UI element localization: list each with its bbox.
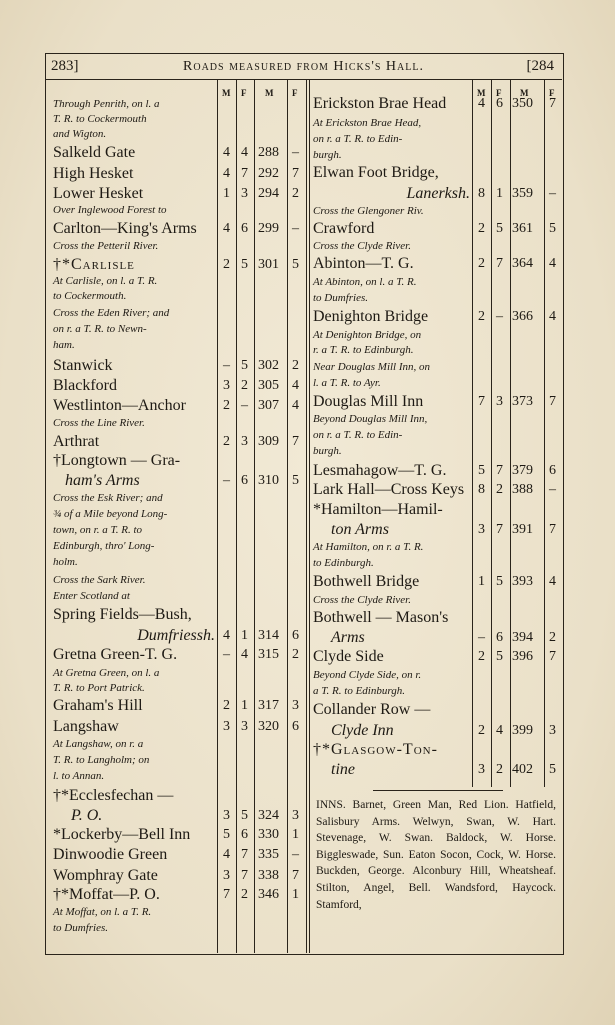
route-note: to Edinburgh. [313, 557, 374, 569]
place-entry: Denighton Bridge [313, 308, 429, 325]
miles-value: 4 [478, 96, 485, 111]
furlongs-value: 5 [496, 574, 503, 589]
total-miles-value: 391 [512, 522, 533, 537]
route-note: At Langshaw, on r. a [53, 738, 144, 750]
miles-value: 2 [223, 434, 230, 449]
place-entry: Blackford [53, 377, 117, 394]
miles-value: 2 [478, 649, 485, 664]
route-note: on r. a T. R. to Edin- [313, 429, 403, 441]
place-entry: Clyde Side [313, 648, 384, 665]
furlongs-value: 2 [241, 378, 248, 393]
col-head-miles: M [222, 88, 231, 98]
place-entry: Crawford [313, 220, 375, 237]
miles-value: 3 [223, 719, 230, 734]
inns-rule [373, 790, 503, 791]
place-entry: *Hamilton—Hamil- [313, 501, 443, 518]
total-miles-value: 315 [258, 647, 279, 662]
inns-paragraph: INNS. Barnet, Green Man, Red Lion. Hatfield, Salisbury Arms. Welwyn, Swan, W. Hart. Stevenage, W. Swan. Baldock, W. Horse. Biggleswade, Sun. Eaton Socon, Cock, W. Horse. Buckden, George. Alconbury Hill, Wheatsheaf. Stilton, Angel, Bell. Wandsford, Haycock. Stamford, [316, 799, 556, 911]
furlongs-value: 3 [241, 719, 248, 734]
furlongs-value: 7 [496, 256, 503, 271]
route-note: T. R. to Langholm; on [53, 754, 150, 766]
total-miles-value: 288 [258, 145, 279, 160]
furlongs-value: 6 [496, 96, 503, 111]
total-furlongs-value: 4 [549, 256, 556, 271]
place-entry: Elwan Foot Bridge, [313, 164, 439, 181]
furlongs-value: 5 [496, 649, 503, 664]
total-furlongs-value: 7 [549, 96, 556, 111]
total-miles-value: 388 [512, 482, 533, 497]
furlongs-value: 6 [496, 630, 503, 645]
furlongs-value: 2 [496, 762, 503, 777]
route-note: holm. [53, 556, 78, 568]
total-furlongs-value: 4 [292, 398, 299, 413]
total-miles-value: 338 [258, 868, 279, 883]
route-note: burgh. [313, 445, 342, 457]
total-furlongs-value: – [292, 221, 299, 236]
route-note: l. to Annan. [53, 770, 105, 782]
furlongs-value: 4 [241, 647, 248, 662]
route-note: Cross the Clyde River. [313, 240, 411, 252]
miles-value: 2 [478, 221, 485, 236]
total-miles-value: 320 [258, 719, 279, 734]
furlongs-value: 5 [496, 221, 503, 236]
furlongs-value: 1 [496, 186, 503, 201]
page-number-right: [284 [526, 58, 554, 74]
total-miles-value: 350 [512, 96, 533, 111]
furlongs-value: 6 [241, 221, 248, 236]
place-entry: Arms [331, 629, 365, 646]
route-note: Through Penrith, on l. a [53, 98, 160, 110]
route-note: At Carlisle, on l. a T. R. [53, 275, 158, 287]
miles-value: 5 [223, 827, 230, 842]
route-note: At Moffat, on l. a T. R. [53, 906, 152, 918]
route-note: Cross the Esk River; and [53, 492, 163, 504]
furlongs-value: 6 [241, 473, 248, 488]
column-rule [491, 80, 492, 787]
furlongs-value: – [496, 309, 503, 324]
route-note: on r. a T. R. to Newn- [53, 323, 147, 335]
miles-value: 4 [223, 145, 230, 160]
route-note: Cross the Eden River; and [53, 307, 170, 319]
route-note: T. R. to Port Patrick. [53, 682, 145, 694]
route-note: At Gretna Green, on l. a [53, 667, 160, 679]
route-note: At Erickston Brae Head, [313, 117, 422, 129]
miles-value: 7 [223, 887, 230, 902]
furlongs-value: 3 [241, 434, 248, 449]
total-miles-value: 366 [512, 309, 533, 324]
route-note: Cross the Clyde River. [313, 594, 411, 606]
place-entry: Collander Row — [313, 701, 431, 718]
miles-value: 8 [478, 186, 485, 201]
place-entry: Bothwell Bridge [313, 573, 420, 590]
miles-value: – [223, 473, 230, 488]
miles-value: 3 [478, 762, 485, 777]
total-miles-value: 359 [512, 186, 533, 201]
miles-value: 3 [478, 522, 485, 537]
column-rule [217, 80, 218, 953]
total-furlongs-value: 5 [549, 221, 556, 236]
place-entry: Spring Fields—Bush, [53, 606, 192, 623]
route-note: At Abinton, on l. a T. R. [313, 276, 417, 288]
total-miles-value: 335 [258, 847, 279, 862]
place-entry: †*Carlisle [53, 256, 135, 273]
total-miles-value: 399 [512, 723, 533, 738]
total-furlongs-value: 3 [292, 808, 299, 823]
total-miles-value: 393 [512, 574, 533, 589]
place-entry: Abinton—T. G. [313, 255, 414, 272]
route-note: to Dumfries. [53, 922, 108, 934]
col-head-total-furlongs: F [292, 88, 298, 98]
place-entry: ham's Arms [65, 472, 140, 489]
furlongs-value: 2 [496, 482, 503, 497]
route-note: Beyond Clyde Side, on r. [313, 669, 422, 681]
total-furlongs-value: 5 [549, 762, 556, 777]
column-rule [236, 80, 237, 953]
total-furlongs-value: 4 [292, 378, 299, 393]
total-furlongs-value: 2 [292, 186, 299, 201]
furlongs-value: 7 [496, 463, 503, 478]
total-miles-value: 402 [512, 762, 533, 777]
miles-value: 2 [478, 309, 485, 324]
page-header [45, 53, 562, 80]
total-miles-value: 309 [258, 434, 279, 449]
furlongs-value: 6 [241, 827, 248, 842]
route-note: Cross the Petteril River. [53, 240, 159, 252]
furlongs-value: 1 [241, 698, 248, 713]
total-furlongs-value: 5 [292, 257, 299, 272]
total-miles-value: 396 [512, 649, 533, 664]
route-note: on r. a T. R. to Edin- [313, 133, 403, 145]
place-entry: *Lockerby—Bell Inn [53, 826, 191, 843]
furlongs-value: 7 [241, 868, 248, 883]
furlongs-value: 7 [241, 166, 248, 181]
route-note: Cross the Glengoner Riv. [313, 205, 424, 217]
furlongs-value: 5 [241, 358, 248, 373]
page-title: Roads measured from Hicks's Hall. [183, 59, 424, 74]
route-note: Near Douglas Mill Inn, on [313, 361, 431, 373]
column-rule [510, 80, 511, 787]
column-rule [472, 80, 473, 787]
furlongs-value: – [241, 398, 248, 413]
total-furlongs-value: 2 [549, 630, 556, 645]
miles-value: 4 [223, 166, 230, 181]
place-entry: Lanerksh. [406, 185, 470, 202]
place-entry: Graham's Hill [53, 697, 143, 714]
place-entry: tine [331, 761, 355, 778]
route-note: a T. R. to Edinburgh. [313, 685, 405, 697]
place-entry: †*Glasgow-Ton- [313, 741, 438, 758]
col-head-furlongs: F [241, 88, 247, 98]
total-miles-value: 307 [258, 398, 279, 413]
column-rule [544, 80, 545, 787]
furlongs-value: 3 [496, 394, 503, 409]
miles-value: 4 [223, 221, 230, 236]
route-note: At Denighton Bridge, on [313, 329, 422, 341]
place-entry: †Longtown — Gra- [53, 452, 181, 469]
column-rule [287, 80, 288, 953]
furlongs-value: 5 [241, 808, 248, 823]
col-head-miles: M [477, 88, 486, 98]
total-miles-value: 294 [258, 186, 279, 201]
total-miles-value: 364 [512, 256, 533, 271]
miles-value: 3 [223, 378, 230, 393]
total-miles-value: 314 [258, 628, 279, 643]
total-miles-value: 305 [258, 378, 279, 393]
total-miles-value: 292 [258, 166, 279, 181]
place-entry: Lower Hesket [53, 185, 144, 202]
place-entry: Stanwick [53, 357, 113, 374]
page-number-left: 283] [51, 58, 79, 74]
place-entry: Lark Hall—Cross Keys [313, 481, 465, 498]
route-note: ¾ of a Mile beyond Long- [53, 508, 168, 520]
furlongs-value: 7 [241, 847, 248, 862]
total-furlongs-value: 6 [292, 628, 299, 643]
miles-value: – [478, 630, 485, 645]
route-note: Enter Scotland at [53, 590, 130, 602]
furlongs-value: 3 [241, 186, 248, 201]
route-note: and Wigton. [53, 128, 107, 140]
place-entry: Salkeld Gate [53, 144, 136, 161]
route-note: l. a T. R. to Ayr. [313, 377, 381, 389]
total-furlongs-value: 4 [549, 309, 556, 324]
furlongs-value: 1 [241, 628, 248, 643]
column-divider [309, 80, 310, 953]
total-furlongs-value: 2 [292, 358, 299, 373]
place-entry: †*Moffat—P. O. [53, 886, 160, 903]
route-note: burgh. [313, 149, 342, 161]
place-entry: Bothwell — Mason's [313, 609, 449, 626]
route-note: Edinburgh, thro' Long- [53, 540, 155, 552]
miles-value: 8 [478, 482, 485, 497]
total-miles-value: 324 [258, 808, 279, 823]
place-entry: Westlinton—Anchor [53, 397, 186, 414]
total-furlongs-value: 7 [292, 166, 299, 181]
total-furlongs-value: 7 [549, 522, 556, 537]
miles-value: 2 [223, 257, 230, 272]
furlongs-value: 4 [496, 723, 503, 738]
place-entry: High Hesket [53, 165, 134, 182]
miles-value: 7 [478, 394, 485, 409]
place-entry: ton Arms [331, 521, 389, 538]
route-note: Beyond Douglas Mill Inn, [313, 413, 428, 425]
col-head-total-miles: M [265, 88, 274, 98]
total-furlongs-value: 7 [292, 434, 299, 449]
total-miles-value: 361 [512, 221, 533, 236]
place-entry: Gretna Green-T. G. [53, 646, 178, 663]
furlongs-value: 4 [241, 145, 248, 160]
column-divider [306, 80, 307, 953]
route-note: T. R. to Cockermouth [53, 113, 147, 125]
total-furlongs-value: 2 [292, 647, 299, 662]
route-note: Over Inglewood Forest to [53, 204, 167, 216]
place-entry: Douglas Mill Inn [313, 393, 424, 410]
miles-value: 4 [223, 847, 230, 862]
route-note: r. a T. R. to Edinburgh. [313, 344, 414, 356]
place-entry: Langshaw [53, 718, 119, 735]
total-furlongs-value: 3 [292, 698, 299, 713]
miles-value: – [223, 647, 230, 662]
furlongs-value: 7 [496, 522, 503, 537]
total-furlongs-value: 6 [549, 463, 556, 478]
miles-value: 1 [223, 186, 230, 201]
total-miles-value: 330 [258, 827, 279, 842]
place-entry: Erickston Brae Head [313, 95, 447, 112]
col-head-total-miles: M [520, 88, 529, 98]
miles-value: 5 [478, 463, 485, 478]
total-furlongs-value: 7 [549, 394, 556, 409]
place-entry: P. O. [71, 807, 103, 824]
place-entry: Dumfriessh. [137, 627, 215, 644]
total-miles-value: 394 [512, 630, 533, 645]
total-furlongs-value: 7 [292, 868, 299, 883]
route-note: Cross the Line River. [53, 417, 145, 429]
total-miles-value: 373 [512, 394, 533, 409]
miles-value: 2 [478, 256, 485, 271]
total-furlongs-value: 1 [292, 887, 299, 902]
place-entry: Clyde Inn [331, 722, 394, 739]
route-note: to Dumfries. [313, 292, 368, 304]
miles-value: – [223, 358, 230, 373]
place-entry: Womphray Gate [53, 867, 158, 884]
miles-value: 2 [478, 723, 485, 738]
total-furlongs-value: – [292, 847, 299, 862]
total-miles-value: 317 [258, 698, 279, 713]
route-note: to Cockermouth. [53, 290, 127, 302]
miles-value: 2 [223, 398, 230, 413]
total-furlongs-value: 6 [292, 719, 299, 734]
total-miles-value: 310 [258, 473, 279, 488]
col-head-total-furlongs: F [549, 88, 555, 98]
total-miles-value: 302 [258, 358, 279, 373]
total-furlongs-value: 4 [549, 574, 556, 589]
total-miles-value: 299 [258, 221, 279, 236]
total-furlongs-value: – [549, 482, 556, 497]
total-furlongs-value: – [292, 145, 299, 160]
place-entry: Dinwoodie Green [53, 846, 168, 863]
furlongs-value: 2 [241, 887, 248, 902]
column-rule [254, 80, 255, 953]
miles-value: 3 [223, 868, 230, 883]
total-furlongs-value: 7 [549, 649, 556, 664]
place-entry: Arthrat [53, 433, 100, 450]
place-entry: Carlton—King's Arms [53, 220, 197, 237]
total-miles-value: 379 [512, 463, 533, 478]
route-note: Cross the Sark River. [53, 574, 146, 586]
miles-value: 3 [223, 808, 230, 823]
col-head-furlongs: F [496, 88, 502, 98]
route-note: At Hamilton, on r. a T. R. [313, 541, 424, 553]
route-note: town, on r. a T. R. to [53, 524, 143, 536]
place-entry: †*Ecclesfechan — [53, 787, 174, 804]
total-furlongs-value: 5 [292, 473, 299, 488]
miles-value: 1 [478, 574, 485, 589]
total-miles-value: 346 [258, 887, 279, 902]
total-furlongs-value: – [549, 186, 556, 201]
miles-value: 4 [223, 628, 230, 643]
place-entry: Lesmahagow—T. G. [313, 462, 447, 479]
route-note: ham. [53, 339, 75, 351]
total-furlongs-value: 1 [292, 827, 299, 842]
miles-value: 2 [223, 698, 230, 713]
total-furlongs-value: 3 [549, 723, 556, 738]
furlongs-value: 5 [241, 257, 248, 272]
total-miles-value: 301 [258, 257, 279, 272]
